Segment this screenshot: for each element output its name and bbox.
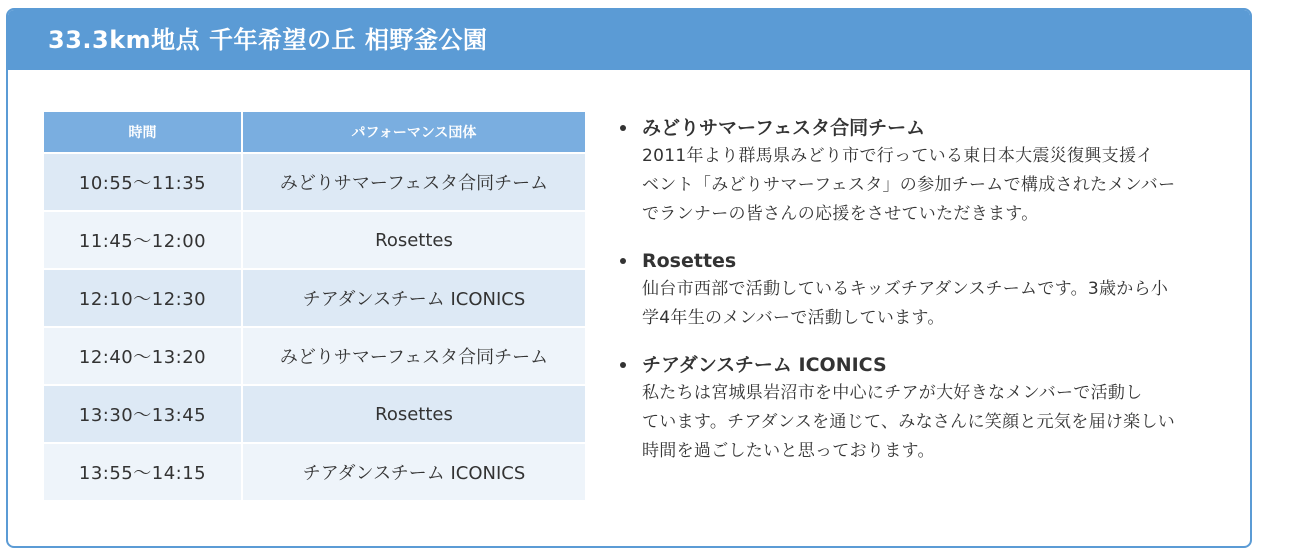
group-name: みどりサマーフェスタ合同チーム: [642, 117, 926, 139]
bullet-icon: [620, 258, 626, 264]
time-cell: 12:40～13:20: [44, 326, 243, 384]
group-cell: Rosettes: [243, 384, 585, 442]
description-line: ベント「みどりサマーフェスタ」の参加チームで構成されたメンバー: [642, 175, 1176, 195]
description-line: 仙台市西部で活動しているキッズチアダンスチームです。3歳から小: [642, 279, 1169, 299]
group-name: チアダンスチーム ICONICS: [642, 354, 887, 376]
time-cell: 11:45～12:00: [44, 210, 243, 268]
time-cell: 13:55～14:15: [44, 442, 243, 500]
table-row: [44, 152, 585, 210]
description-line: ています。チアダンスを通じて、みなさんに笑顔と元気を届け楽しい: [642, 412, 1176, 432]
group-description-list: [620, 114, 1230, 484]
description-line: 時間を過ごしたいと思っております。: [642, 441, 935, 461]
description-line: 2011年より群馬県みどり市で行っている東日本大震災復興支援イ: [642, 146, 1154, 166]
group-description: [642, 142, 1230, 229]
bullet-icon: [620, 125, 626, 131]
time-cell: 10:55～11:35: [44, 152, 243, 210]
list-item: [620, 351, 1230, 466]
description-line: 私たちは宮城県岩沼市を中心にチアが大好きなメンバーで活動し: [642, 383, 1143, 403]
description-line: 学4年生のメンバーで活動しています。: [642, 308, 945, 328]
column-header-group: パフォーマンス団体: [243, 112, 585, 152]
group-cell: みどりサマーフェスタ合同チーム: [243, 326, 585, 384]
group-name: Rosettes: [642, 250, 737, 272]
table-row: [44, 384, 585, 442]
table-row: [44, 326, 585, 384]
group-cell: みどりサマーフェスタ合同チーム: [243, 152, 585, 210]
performance-schedule-table: [44, 112, 585, 500]
description-line: でランナーの皆さんの応援をさせていただきます。: [642, 204, 1039, 224]
list-item: [620, 114, 1230, 229]
column-header-time: 時間: [44, 112, 243, 152]
venue-title: 33.3km地点 千年希望の丘 相野釜公園: [8, 10, 1250, 70]
time-cell: 13:30～13:45: [44, 384, 243, 442]
list-item: [620, 247, 1230, 333]
table-row: [44, 210, 585, 268]
table-header-row: [44, 112, 585, 152]
group-cell: チアダンスチーム ICONICS: [243, 442, 585, 500]
time-cell: 12:10～12:30: [44, 268, 243, 326]
group-description: [642, 275, 1230, 333]
table-row: [44, 442, 585, 500]
bullet-icon: [620, 362, 626, 368]
group-description: [642, 379, 1230, 466]
group-cell: Rosettes: [243, 210, 585, 268]
venue-card: [6, 8, 1252, 548]
group-cell: チアダンスチーム ICONICS: [243, 268, 585, 326]
table-row: [44, 268, 585, 326]
